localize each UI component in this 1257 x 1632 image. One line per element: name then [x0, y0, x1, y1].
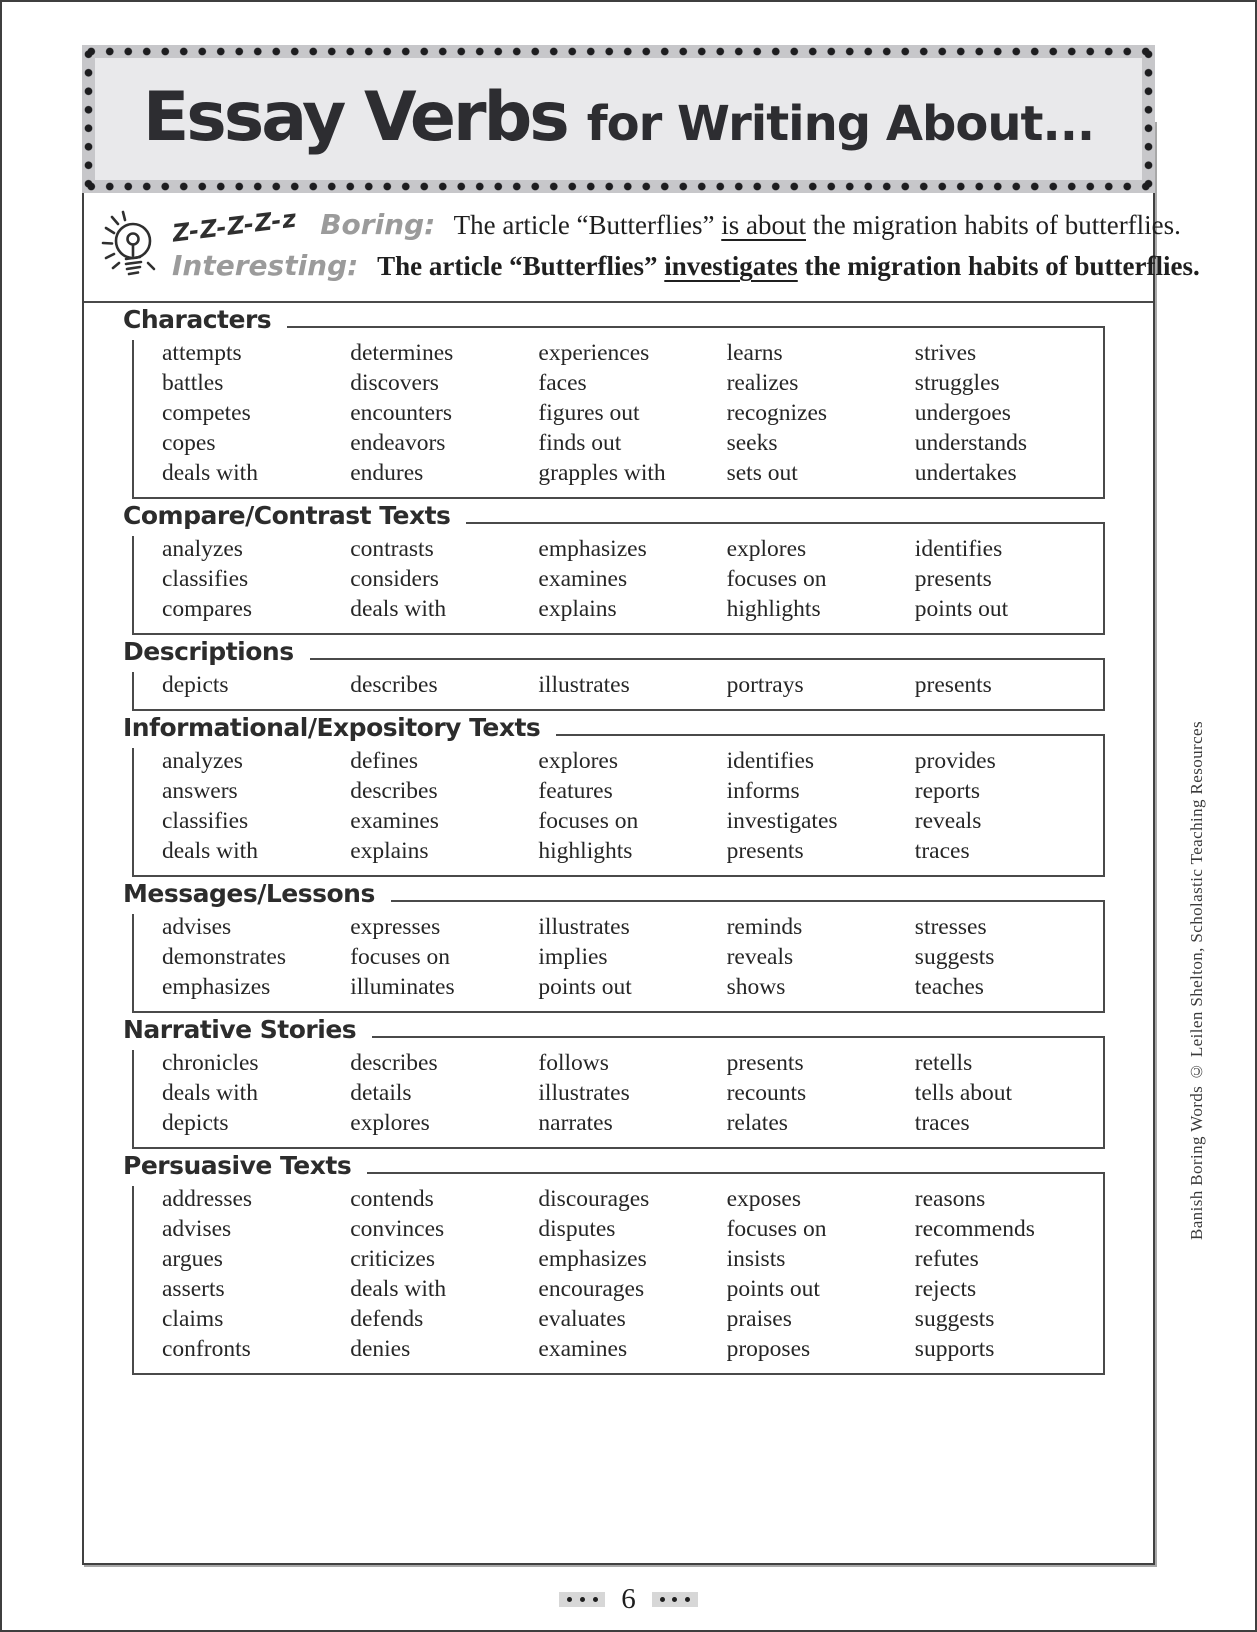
verb-item: focuses on: [538, 808, 639, 834]
verb-item: answers: [162, 778, 238, 804]
verb-item: insists: [726, 1246, 786, 1272]
verb-item: explains: [538, 596, 617, 622]
verb-column: [350, 338, 534, 488]
verb-column: [727, 534, 911, 624]
page-number: 6: [621, 1583, 636, 1615]
verb-item: presents: [914, 672, 992, 698]
verb-item: emphasizes: [538, 1246, 647, 1272]
verb-item: finds out: [538, 430, 622, 456]
verb-section: [123, 879, 1105, 1013]
verb-item: highlights: [726, 596, 821, 622]
verb-item: endeavors: [350, 430, 446, 456]
verb-item: encounters: [350, 400, 452, 426]
footer-dots-right: [652, 1592, 698, 1607]
verb-column: [350, 912, 534, 1002]
interesting-line: [172, 246, 1200, 286]
verb-item: struggles: [914, 370, 1000, 396]
verb-item: grapples with: [538, 460, 666, 486]
verb-item: recounts: [726, 1080, 807, 1106]
verb-column: [915, 534, 1099, 624]
verb-item: implies: [538, 944, 608, 970]
verb-item: compares: [162, 596, 253, 622]
verb-column: [538, 746, 722, 866]
interesting-sentence: [377, 251, 1200, 281]
snore-zzz-text: Z-Z-Z-Z-z: [170, 204, 299, 248]
verb-item: describes: [350, 1050, 438, 1076]
verb-column: [162, 1048, 346, 1138]
verb-item: claims: [162, 1306, 224, 1332]
example-lines: [172, 205, 1200, 286]
verb-section: [123, 305, 1105, 499]
verb-box: [123, 501, 1105, 635]
verb-item: focuses on: [726, 1216, 827, 1242]
interesting-sentence-post: the migration habits of butterflies.: [797, 251, 1200, 281]
verb-item: illustrates: [538, 672, 630, 698]
verb-item: recommends: [914, 1216, 1035, 1242]
verb-item: strives: [914, 340, 977, 366]
verb-column: [538, 534, 722, 624]
boring-sentence: [454, 210, 1181, 240]
verb-column: [915, 912, 1099, 1002]
verb-item: denies: [350, 1336, 411, 1362]
verb-item: recognizes: [726, 400, 828, 426]
boring-sentence-pre: The article “Butterflies”: [453, 210, 722, 240]
verb-item: follows: [538, 1050, 609, 1076]
verb-item: chronicles: [162, 1050, 259, 1076]
verb-item: reminds: [726, 914, 803, 940]
verb-item: retells: [914, 1050, 973, 1076]
verb-column: [915, 746, 1099, 866]
verb-box: [123, 637, 1105, 711]
verb-item: explores: [538, 748, 619, 774]
verb-grid: [162, 534, 1099, 624]
page-title-main: Essay Verbs: [142, 78, 567, 157]
section-heading: Descriptions: [123, 638, 310, 672]
verb-item: classifies: [162, 566, 249, 592]
verb-item: defines: [350, 748, 419, 774]
footer-dots-left: [559, 1592, 605, 1607]
verb-item: argues: [162, 1246, 223, 1272]
verb-item: analyzes: [162, 536, 243, 562]
verb-item: deals with: [350, 596, 447, 622]
verb-item: details: [350, 1080, 412, 1106]
verb-item: sets out: [726, 460, 798, 486]
verb-item: teaches: [914, 974, 984, 1000]
verb-item: informs: [726, 778, 800, 804]
verb-section: [123, 1151, 1105, 1375]
verb-item: disputes: [538, 1216, 616, 1242]
verb-item: endures: [350, 460, 424, 486]
title-banner: [82, 45, 1155, 193]
verb-column: [162, 746, 346, 866]
verb-section: [123, 1015, 1105, 1149]
verb-column: [162, 534, 346, 624]
verb-item: addresses: [162, 1186, 253, 1212]
verb-column: [727, 746, 911, 866]
section-heading: Narrative Stories: [123, 1016, 372, 1050]
verb-item: deals with: [350, 1276, 447, 1302]
verb-item: figures out: [538, 400, 640, 426]
interesting-sentence-pre: The article “Butterflies”: [377, 251, 665, 281]
verb-item: emphasizes: [162, 974, 271, 1000]
verb-grid: [162, 1184, 1099, 1364]
verb-item: refutes: [914, 1246, 979, 1272]
section-heading: Informational/Expository Texts: [123, 714, 556, 748]
verb-box: [123, 879, 1105, 1013]
verb-item: asserts: [162, 1276, 225, 1302]
lightbulb-icon: [96, 200, 168, 291]
verb-item: experiences: [538, 340, 650, 366]
verb-item: reports: [914, 778, 981, 804]
verb-item: explores: [726, 536, 807, 562]
verb-item: provides: [914, 748, 996, 774]
verb-item: examines: [538, 1336, 628, 1362]
verb-item: points out: [914, 596, 1009, 622]
verb-item: stresses: [914, 914, 987, 940]
verb-column: [538, 1184, 722, 1364]
verb-item: highlights: [538, 838, 633, 864]
section-heading: Characters: [123, 306, 287, 340]
verb-column: [538, 1048, 722, 1138]
verb-item: examines: [350, 808, 439, 834]
verb-item: understands: [914, 430, 1028, 456]
verb-item: focuses on: [350, 944, 451, 970]
verb-item: explains: [350, 838, 429, 864]
verb-item: presents: [726, 838, 804, 864]
example-block: [84, 196, 1200, 303]
boring-sentence-post: the migration habits of butterflies.: [806, 210, 1181, 240]
verb-item: considers: [350, 566, 439, 592]
verb-grid: [162, 912, 1099, 1002]
verb-item: analyzes: [162, 748, 243, 774]
boring-verb-underlined: is about: [721, 210, 806, 240]
verb-item: illustrates: [538, 1080, 630, 1106]
verb-item: investigates: [726, 808, 838, 834]
verb-column: [727, 1184, 911, 1364]
verb-column: [915, 670, 1099, 700]
verb-section: [123, 637, 1105, 711]
verb-column: [915, 338, 1099, 488]
verb-section: [123, 713, 1105, 877]
verb-item: exposes: [726, 1186, 801, 1212]
section-heading: Messages/Lessons: [123, 880, 391, 914]
verb-item: battles: [162, 370, 224, 396]
verb-item: confronts: [162, 1336, 251, 1362]
verb-item: traces: [914, 1110, 970, 1136]
verb-item: supports: [914, 1336, 995, 1362]
verb-item: presents: [726, 1050, 804, 1076]
verb-item: depicts: [162, 1110, 229, 1136]
verb-item: evaluates: [538, 1306, 626, 1332]
verb-section: [123, 501, 1105, 635]
verb-column: [538, 338, 722, 488]
verb-column: [727, 670, 911, 700]
verb-item: copes: [162, 430, 216, 456]
verb-column: [915, 1048, 1099, 1138]
verb-item: faces: [538, 370, 587, 396]
verb-grid: [162, 338, 1099, 488]
verb-box: [123, 305, 1105, 499]
verb-box: [123, 713, 1105, 877]
verb-item: identifies: [726, 748, 815, 774]
verb-item: praises: [726, 1306, 792, 1332]
verb-column: [162, 1184, 346, 1364]
verb-item: reasons: [914, 1186, 986, 1212]
verb-column: [350, 1184, 534, 1364]
verb-item: convinces: [350, 1216, 445, 1242]
verb-column: [727, 338, 911, 488]
verb-item: encourages: [538, 1276, 645, 1302]
verb-item: determines: [350, 340, 454, 366]
verb-item: advises: [162, 1216, 232, 1242]
verb-column: [350, 746, 534, 866]
verb-item: contrasts: [350, 536, 434, 562]
verb-column: [915, 1184, 1099, 1364]
verb-item: identifies: [914, 536, 1003, 562]
verb-item: focuses on: [726, 566, 827, 592]
verb-grid: [162, 746, 1099, 866]
verb-item: depicts: [162, 672, 229, 698]
page-footer: [0, 1583, 1257, 1616]
verb-item: competes: [162, 400, 251, 426]
title-banner-inner: [95, 58, 1142, 180]
verb-item: portrays: [726, 672, 804, 698]
verb-item: criticizes: [350, 1246, 435, 1272]
verb-item: suggests: [914, 1306, 995, 1332]
section-heading: Compare/Contrast Texts: [123, 502, 466, 536]
interesting-label: Interesting:: [172, 249, 359, 282]
verb-box: [123, 1015, 1105, 1149]
verb-item: reveals: [726, 944, 794, 970]
verb-item: describes: [350, 672, 438, 698]
copyright-credit: Banish Boring Words © Leilen Shelton, Scholastic Teaching Resources: [1187, 720, 1206, 1240]
verb-item: advises: [162, 914, 232, 940]
verb-item: suggests: [914, 944, 995, 970]
verb-item: discourages: [538, 1186, 650, 1212]
verb-column: [727, 1048, 911, 1138]
verb-item: relates: [726, 1110, 788, 1136]
verb-item: deals with: [162, 1080, 258, 1106]
verb-item: emphasizes: [538, 536, 647, 562]
verb-item: defends: [350, 1306, 424, 1332]
verb-column: [538, 912, 722, 1002]
verb-item: classifies: [162, 808, 249, 834]
verb-item: examines: [538, 566, 628, 592]
verb-item: presents: [914, 566, 992, 592]
verb-item: proposes: [726, 1336, 811, 1362]
verb-column: [350, 670, 534, 700]
verb-item: learns: [726, 340, 783, 366]
verb-item: realizes: [726, 370, 799, 396]
verb-grid: [162, 1048, 1099, 1138]
verb-column: [350, 534, 534, 624]
verb-column: [162, 338, 346, 488]
verb-item: traces: [914, 838, 970, 864]
verb-item: points out: [726, 1276, 820, 1302]
verb-item: demonstrates: [162, 944, 286, 970]
verb-item: shows: [726, 974, 786, 1000]
verb-item: illustrates: [538, 914, 630, 940]
verb-sections: [84, 305, 1153, 1375]
page-title-suffix: for Writing About...: [586, 96, 1095, 152]
verb-item: features: [538, 778, 613, 804]
section-heading: Persuasive Texts: [123, 1152, 367, 1186]
boring-label: Boring:: [320, 208, 436, 241]
verb-item: tells about: [914, 1080, 1013, 1106]
verb-item: expresses: [350, 914, 441, 940]
verb-column: [162, 670, 346, 700]
verb-item: points out: [538, 974, 632, 1000]
verb-item: seeks: [726, 430, 778, 456]
verb-item: describes: [350, 778, 438, 804]
verb-item: reveals: [914, 808, 982, 834]
verb-item: attempts: [162, 340, 242, 366]
boring-line: [172, 205, 1200, 246]
verb-item: explores: [350, 1110, 430, 1136]
verb-item: contends: [350, 1186, 434, 1212]
interesting-verb-underlined: investigates: [664, 251, 798, 281]
verb-item: undergoes: [914, 400, 1011, 426]
verb-column: [162, 912, 346, 1002]
verb-item: discovers: [350, 370, 439, 396]
verb-item: illuminates: [350, 974, 455, 1000]
verb-item: deals with: [162, 838, 258, 864]
verb-column: [538, 670, 722, 700]
verb-column: [350, 1048, 534, 1138]
verb-column: [727, 912, 911, 1002]
verb-item: undertakes: [914, 460, 1017, 486]
verb-grid: [162, 670, 1099, 700]
verb-box: [123, 1151, 1105, 1375]
verb-item: deals with: [162, 460, 258, 486]
verb-item: narrates: [538, 1110, 613, 1136]
verb-item: rejects: [914, 1276, 977, 1302]
